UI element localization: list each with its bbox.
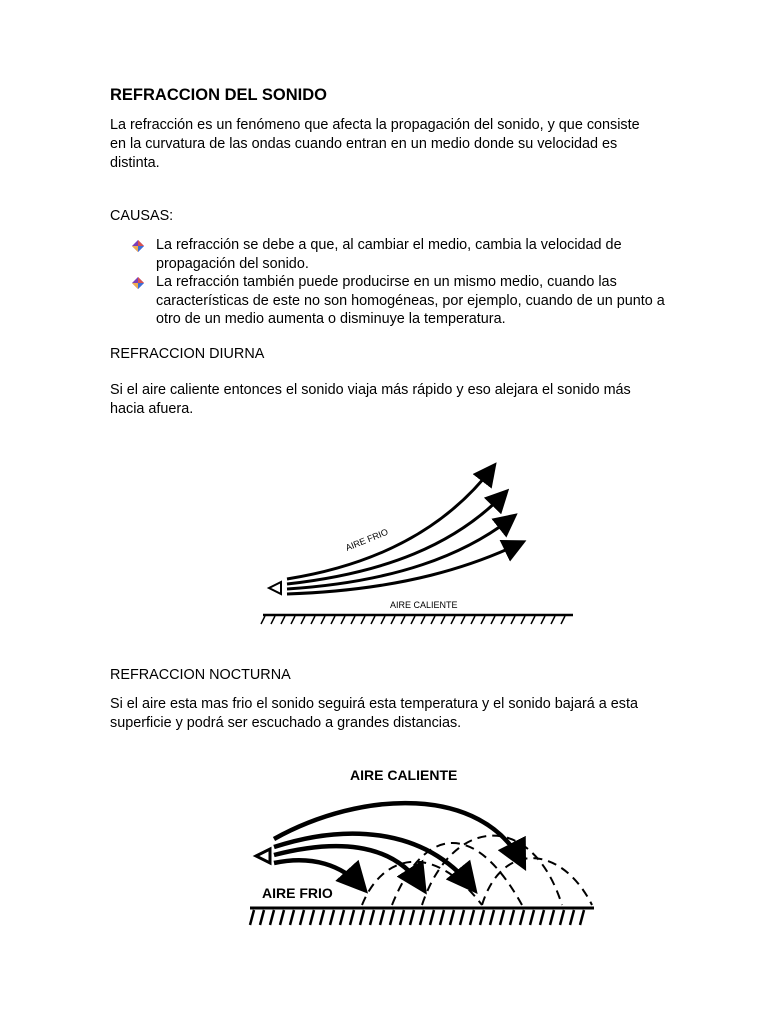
cause-text: La refracción también puede producirse en un mismo medio, cuando las características de este no son homogéneas, por ejemplo, cuando de un punto a otro de un medio aumenta o disminuye la temperatura. <box>156 274 665 327</box>
cold-air-label: AIRE FRIO <box>344 526 390 553</box>
warm-air-label: AIRE CALIENTE <box>350 767 458 783</box>
intro-paragraph: La refracción es un fenómeno que afecta la propagación del sonido, y que consiste en la curvatura de las ondas cuando entran en un medio donde su velocidad es distinta. <box>110 117 640 171</box>
reflected-rays <box>362 836 592 905</box>
diamond-bullet-icon <box>132 240 144 252</box>
day-refraction-heading: REFRACCION DIURNA <box>110 346 265 362</box>
night-refraction-heading: REFRACCION NOCTURNA <box>110 667 291 683</box>
sound-rays <box>274 803 522 887</box>
diamond-bullet-icon <box>132 277 144 289</box>
causes-list <box>130 236 670 329</box>
sound-source-icon <box>269 582 281 594</box>
night-refraction-text: Si el aire esta mas frio el sonido seguirá esta temperatura y el sonido bajará a esta superficie y podrá ser escuchado a grandes distancias. <box>110 696 638 731</box>
ground-hatching <box>261 616 565 624</box>
causes-heading: CAUSAS: <box>110 208 174 224</box>
cause-text: La refracción se debe a que, al cambiar el medio, cambia la velocidad de propagación del sonido. <box>156 237 622 272</box>
page-title: REFRACCION DEL SONIDO <box>110 86 327 104</box>
list-item <box>130 273 670 329</box>
sound-source-icon <box>256 849 270 863</box>
day-refraction-diagram <box>255 455 580 630</box>
cold-air-label: AIRE FRIO <box>262 885 333 901</box>
ground-hatching <box>250 910 584 925</box>
list-item <box>130 236 670 273</box>
warm-air-label: AIRE CALIENTE <box>390 600 458 610</box>
day-refraction-text: Si el aire caliente entonces el sonido viaja más rápido y eso alejara el sonido más hacia afuera. <box>110 382 631 417</box>
sound-rays <box>287 467 521 594</box>
night-refraction-diagram <box>232 755 604 937</box>
